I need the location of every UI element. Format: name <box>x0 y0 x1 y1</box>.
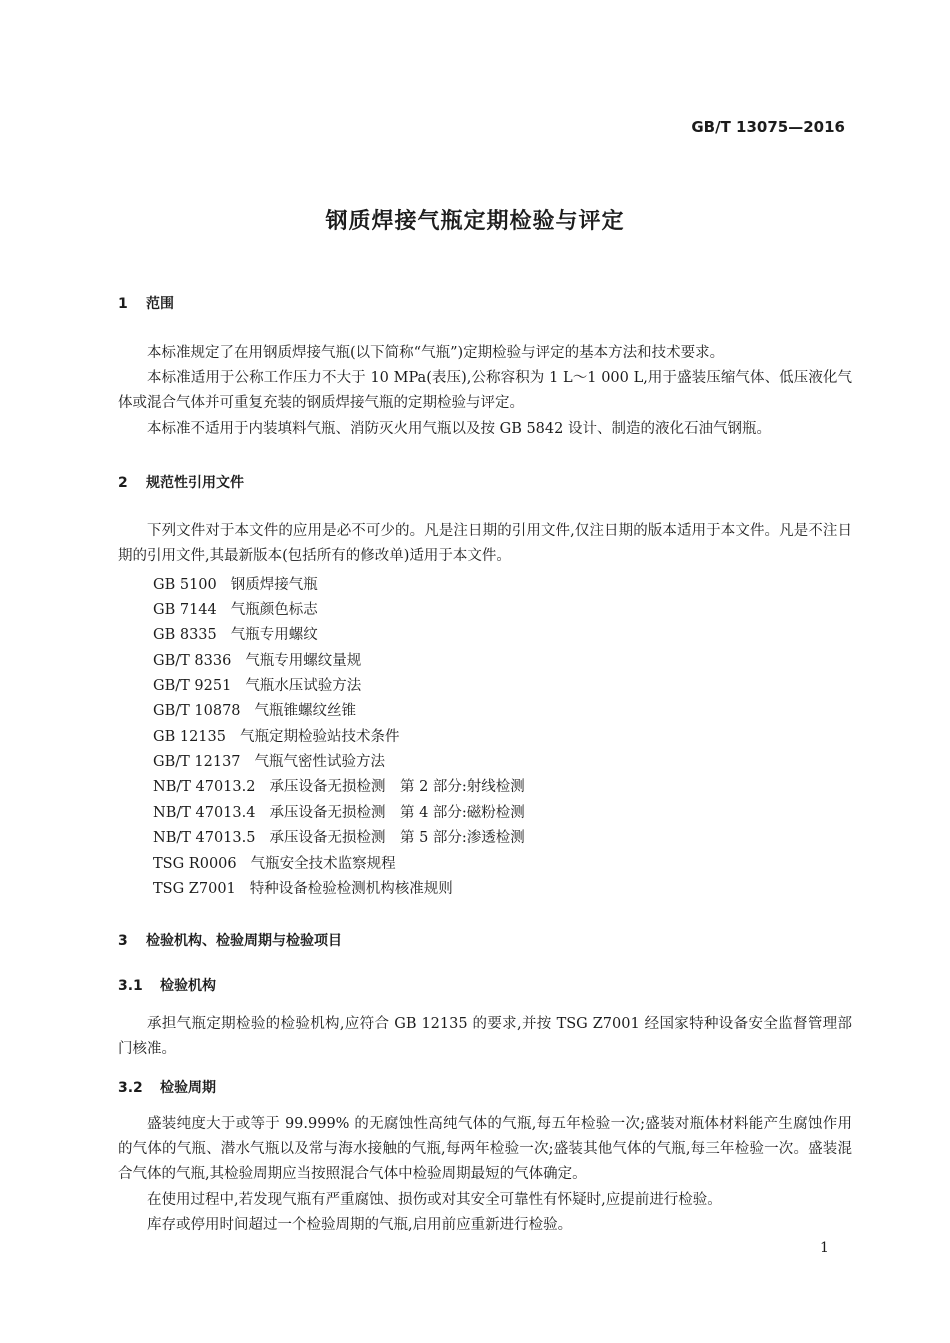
reference-code: NB/T 47013.5 <box>153 830 256 846</box>
reference-item <box>153 699 356 720</box>
document-title: 钢质焊接气瓶定期检验与评定 <box>325 209 625 234</box>
reference-title: 承压设备无损检测 第 4 部分:磁粉检测 <box>269 805 525 821</box>
paragraph: 本标准不适用于内装填料气瓶、消防灭火用气瓶以及按 GB 5842 设计、制造的液化石油气钢瓶。 <box>147 421 771 437</box>
reference-code: GB/T 8336 <box>153 653 232 669</box>
reference-code: GB/T 10878 <box>153 703 241 719</box>
section-number: 1 <box>118 296 128 312</box>
section-2-heading <box>118 472 244 492</box>
reference-item <box>153 801 525 822</box>
reference-title: 气瓶锥螺纹丝锥 <box>254 703 357 719</box>
section-number: 3 <box>118 933 128 949</box>
reference-item <box>153 877 453 898</box>
reference-code: GB 12135 <box>153 729 226 745</box>
section-number: 2 <box>118 475 128 491</box>
reference-code: TSG Z7001 <box>153 881 236 897</box>
reference-title: 气瓶气密性试验方法 <box>254 754 386 770</box>
reference-item <box>153 725 399 746</box>
subsection-title: 检验周期 <box>160 1080 216 1096</box>
section-3-heading <box>118 930 342 950</box>
reference-title: 气瓶颜色标志 <box>230 602 318 618</box>
reference-code: GB 7144 <box>153 602 217 618</box>
reference-code: NB/T 47013.2 <box>153 779 256 795</box>
reference-item <box>153 674 361 695</box>
paragraph: 本标准适用于公称工作压力不大于 10 MPa(表压),公称容积为 1 L～1 000 L,用于盛装压缩气体、低压液化气体或混合气体并可重复充装的钢质焊接气瓶的定期检验与评定。 <box>118 370 852 411</box>
section-1-heading <box>118 293 174 313</box>
reference-item <box>153 649 361 670</box>
reference-code: GB 8335 <box>153 627 217 643</box>
paragraph: 本标准规定了在用钢质焊接气瓶(以下简称“气瓶”)定期检验与评定的基本方法和技术要求。 <box>147 345 725 361</box>
reference-item <box>153 750 385 771</box>
paragraph: 盛装纯度大于或等于 99.999% 的无腐蚀性高纯气体的气瓶,每五年检验一次;盛装对瓶体材料能产生腐蚀作用的气体的气瓶、潜水气瓶以及常与海水接触的气瓶,每两年检验一次;盛装其他气体的气瓶,每三年检验一次。盛装混合气体的气瓶,其检验周期应当按照混合气体中检验周期最短的气体确定。 <box>118 1116 852 1182</box>
reference-code: GB/T 12137 <box>153 754 241 770</box>
reference-item <box>153 623 318 644</box>
reference-title: 气瓶专用螺纹 <box>230 627 318 643</box>
section-title: 规范性引用文件 <box>146 475 244 491</box>
paragraph: 承担气瓶定期检验的检验机构,应符合 GB 12135 的要求,并按 TSG Z7001 经国家特种设备安全监督管理部门核准。 <box>118 1016 852 1057</box>
subsection-3-2-heading <box>118 1077 216 1097</box>
subsection-number: 3.1 <box>118 978 143 994</box>
reference-title: 气瓶定期检验站技术条件 <box>239 729 400 745</box>
page-number: 1 <box>820 1240 829 1256</box>
subsection-3-1-heading <box>118 975 216 995</box>
reference-title: 钢质焊接气瓶 <box>230 577 318 593</box>
paragraph: 下列文件对于本文件的应用是必不可少的。凡是注日期的引用文件,仅注日期的版本适用于本文件。凡是不注日期的引用文件,其最新版本(包括所有的修改单)适用于本文件。 <box>118 523 852 564</box>
subsection-number: 3.2 <box>118 1080 143 1096</box>
reference-item <box>153 598 318 619</box>
reference-title: 气瓶水压试验方法 <box>245 678 362 694</box>
reference-title: 气瓶专用螺纹量规 <box>245 653 362 669</box>
reference-code: GB/T 9251 <box>153 678 232 694</box>
reference-title: 承压设备无损检测 第 2 部分:射线检测 <box>269 779 525 795</box>
reference-item <box>153 775 525 796</box>
reference-title: 承压设备无损检测 第 5 部分:渗透检测 <box>269 830 525 846</box>
reference-item <box>153 852 396 873</box>
subsection-title: 检验机构 <box>160 978 216 994</box>
reference-item <box>153 573 318 594</box>
paragraph: 库存或停用时间超过一个检验周期的气瓶,启用前应重新进行检验。 <box>147 1217 573 1233</box>
section-title: 范围 <box>146 296 174 312</box>
reference-code: NB/T 47013.4 <box>153 805 256 821</box>
reference-title: 特种设备检验检测机构核准规则 <box>249 881 453 897</box>
reference-code: TSG R0006 <box>153 856 237 872</box>
reference-item <box>153 826 525 847</box>
section-title: 检验机构、检验周期与检验项目 <box>146 933 342 949</box>
reference-code: GB 5100 <box>153 577 217 593</box>
reference-title: 气瓶安全技术监察规程 <box>250 856 396 872</box>
standard-number: GB/T 13075—2016 <box>691 118 845 136</box>
paragraph: 在使用过程中,若发现气瓶有严重腐蚀、损伤或对其安全可靠性有怀疑时,应提前进行检验。 <box>147 1192 722 1208</box>
